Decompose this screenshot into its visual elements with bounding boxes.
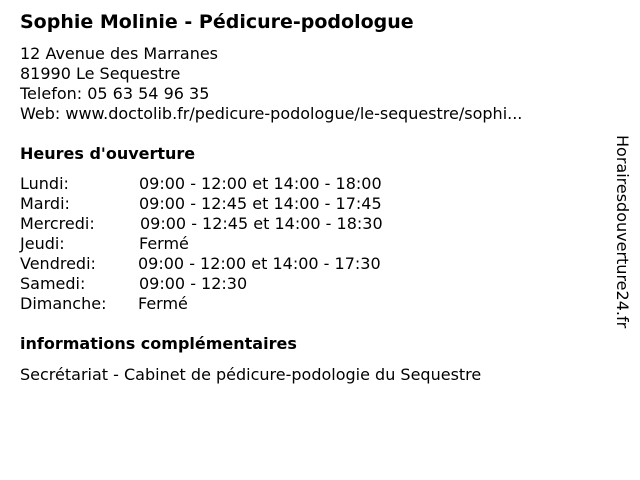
day-hours: 09:00 - 12:45 et 14:00 - 17:45 — [139, 194, 382, 213]
day-hours: 09:00 - 12:45 et 14:00 - 18:30 — [140, 214, 383, 233]
day-hours: 09:00 - 12:00 et 14:00 - 18:00 — [139, 174, 382, 193]
contact-block — [20, 44, 522, 124]
day-hours: Fermé — [139, 234, 189, 253]
page-title: Sophie Molinie - Pédicure-podologue — [20, 11, 414, 33]
day-hours: 09:00 - 12:00 et 14:00 - 17:30 — [138, 254, 381, 273]
address-street: 12 Avenue des Marranes — [20, 44, 219, 63]
additional-info-text: Secrétariat - Cabinet de pédicure-podologie du Sequestre — [20, 365, 482, 384]
day-label: Mardi: — [20, 194, 70, 213]
day-hours: 09:00 - 12:30 — [139, 274, 248, 293]
additional-info-heading: informations complémentaires — [20, 334, 297, 353]
day-label: Samedi: — [20, 274, 86, 293]
day-hours: Fermé — [138, 294, 188, 313]
day-label: Vendredi: — [20, 254, 96, 273]
day-label: Jeudi: — [20, 234, 65, 253]
website-link[interactable]: Web: www.doctolib.fr/pedicure-podologue/le-sequestre/sophi... — [20, 104, 523, 123]
address-city: 81990 Le Sequestre — [20, 64, 181, 83]
opening-hours-heading: Heures d'ouverture — [20, 144, 196, 163]
site-watermark: Horairesdouverture24.fr — [613, 135, 632, 329]
day-label: Lundi: — [20, 174, 69, 193]
day-label: Mercredi: — [20, 214, 95, 233]
day-label: Dimanche: — [20, 294, 107, 313]
phone-line: Telefon: 05 63 54 96 35 — [20, 84, 210, 103]
